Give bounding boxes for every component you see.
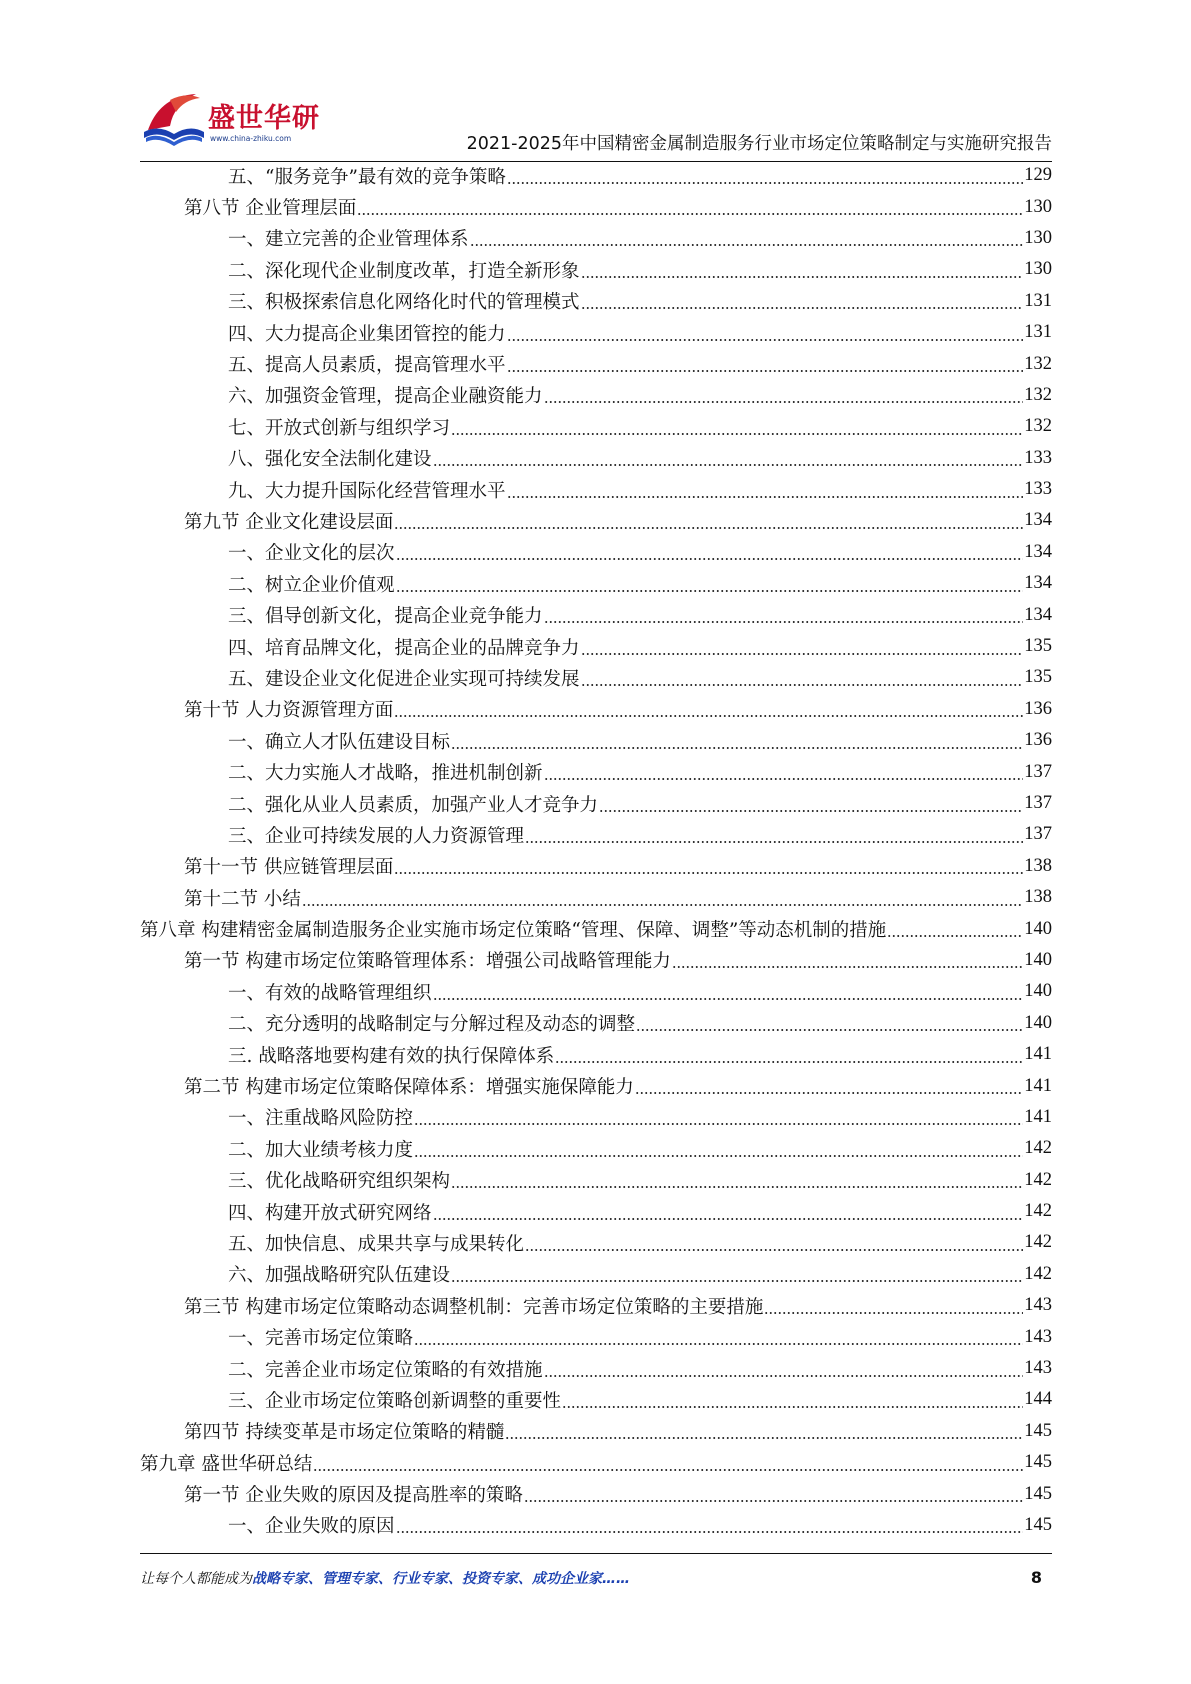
toc-entry[interactable] — [140, 788, 1052, 819]
toc-entry-label: 八、强化安全法制化建设 — [228, 449, 432, 471]
toc-entry[interactable] — [140, 882, 1052, 913]
toc-entry-label: 五、建设企业文化促进企业实现可持续发展 — [228, 668, 580, 690]
toc-leader-dots — [544, 776, 1024, 782]
toc-entry[interactable] — [140, 662, 1052, 693]
toc-leader-dots — [414, 1121, 1023, 1127]
toc-entry[interactable] — [140, 976, 1052, 1007]
toc-entry[interactable] — [140, 568, 1052, 599]
toc-leader-dots — [313, 1467, 1023, 1473]
toc-entry-page: 130 — [1024, 227, 1052, 248]
toc-entry-page: 141 — [1024, 1075, 1052, 1096]
toc-entry-page: 145 — [1024, 1483, 1052, 1504]
toc-leader-dots — [396, 556, 1024, 562]
toc-leader-dots — [507, 180, 1023, 186]
toc-entry-page: 142 — [1024, 1232, 1052, 1253]
toc-entry-label: 第四节 持续变革是市场定位策略的精髓 — [184, 1422, 505, 1444]
toc-entry-page: 132 — [1024, 416, 1052, 437]
toc-leader-dots — [764, 1310, 1023, 1316]
toc-leader-dots — [396, 588, 1024, 594]
toc-leader-dots — [581, 274, 1024, 280]
toc-leader-dots — [636, 1027, 1023, 1033]
toc-leader-dots — [451, 1278, 1023, 1284]
toc-entry-label: 一、企业失败的原因 — [228, 1516, 395, 1538]
toc-entry[interactable] — [140, 1008, 1052, 1039]
toc-entry-label: 第十二节 小结 — [184, 888, 301, 910]
toc-entry[interactable] — [140, 317, 1052, 348]
toc-leader-dots — [581, 682, 1024, 688]
toc-entry-page: 131 — [1024, 322, 1052, 343]
toc-leader-dots — [414, 1153, 1023, 1159]
toc-entry-page: 143 — [1024, 1358, 1052, 1379]
toc-entry-label: 第九节 企业文化建设层面 — [184, 511, 394, 533]
toc-entry-page: 131 — [1024, 290, 1052, 311]
toc-entry-label: 第三节 构建市场定位策略动态调整机制：完善市场定位策略的主要措施 — [184, 1296, 764, 1318]
footer-slogan-prefix: 让每个人都能成为 — [140, 1571, 252, 1587]
footer-slogan-highlight: 战略专家、管理专家、行业专家、投资专家、成功企业家…… — [252, 1571, 630, 1587]
toc-entry-page: 142 — [1024, 1201, 1052, 1222]
toc-entry-label: 一、完善市场定位策略 — [228, 1328, 414, 1350]
toc-leader-dots — [470, 242, 1024, 248]
toc-entry[interactable] — [140, 631, 1052, 662]
toc-entry[interactable] — [140, 1510, 1052, 1541]
toc-entry[interactable] — [140, 913, 1052, 944]
toc-leader-dots — [581, 651, 1024, 657]
toc-entry-page: 130 — [1024, 259, 1052, 280]
table-of-contents — [140, 160, 1052, 1541]
toc-entry-page: 140 — [1024, 949, 1052, 970]
toc-entry-page: 136 — [1024, 698, 1052, 719]
toc-entry-page: 134 — [1024, 604, 1052, 625]
toc-entry[interactable] — [140, 411, 1052, 442]
toc-entry-label: 一、建立完善的企业管理体系 — [228, 229, 469, 251]
toc-entry-page: 142 — [1024, 1169, 1052, 1190]
toc-entry-label: 第九章 盛世华研总结 — [140, 1453, 313, 1475]
toc-entry-label: 三. 战略落地要构建有效的执行保障体系 — [228, 1045, 555, 1067]
toc-leader-dots — [544, 399, 1024, 405]
toc-entry-page: 133 — [1024, 447, 1052, 468]
toc-leader-dots — [672, 964, 1023, 970]
toc-entry-page: 129 — [1024, 165, 1052, 186]
toc-leader-dots — [524, 1498, 1023, 1504]
toc-entry-label: 第八章 构建精密金属制造服务企业实施市场定位策略“管理、保障、调整”等动态机制的措施 — [140, 920, 887, 942]
toc-entry-label: 一、企业文化的层次 — [228, 543, 395, 565]
toc-entry-label: 六、加强资金管理，提高企业融资能力 — [228, 386, 543, 408]
toc-entry[interactable] — [140, 1353, 1052, 1384]
toc-entry[interactable] — [140, 1321, 1052, 1352]
toc-leader-dots — [562, 1404, 1023, 1410]
toc-entry-label: 一、有效的战略管理组织 — [228, 982, 432, 1004]
toc-entry-page: 141 — [1024, 1106, 1052, 1127]
toc-entry-page: 145 — [1024, 1420, 1052, 1441]
toc-leader-dots — [451, 745, 1023, 751]
toc-entry-page: 135 — [1024, 667, 1052, 688]
toc-entry-page: 141 — [1024, 1044, 1052, 1065]
toc-leader-dots — [635, 1090, 1023, 1096]
toc-entry-page: 142 — [1024, 1263, 1052, 1284]
toc-entry-label: 三、倡导创新文化，提高企业竞争能力 — [228, 606, 543, 628]
toc-entry-label: 四、培育品牌文化，提高企业的品牌竞争力 — [228, 637, 580, 659]
toc-entry-page: 140 — [1024, 981, 1052, 1002]
toc-entry[interactable] — [140, 537, 1052, 568]
toc-entry-label: 二、完善企业市场定位策略的有效措施 — [228, 1359, 543, 1381]
toc-leader-dots — [555, 1059, 1023, 1065]
toc-leader-dots — [451, 1184, 1023, 1190]
toc-entry-page: 144 — [1024, 1389, 1052, 1410]
page-header — [140, 78, 1052, 158]
toc-entry-label: 二、深化现代企业制度改革，打造全新形象 — [228, 260, 580, 282]
logo-url: www.china-zhiku.com — [210, 134, 292, 143]
toc-entry-page: 130 — [1024, 196, 1052, 217]
toc-entry[interactable] — [140, 1384, 1052, 1415]
toc-entry[interactable] — [140, 286, 1052, 317]
toc-entry-label: 七、开放式创新与组织学习 — [228, 417, 451, 439]
toc-entry[interactable] — [140, 851, 1052, 882]
toc-entry-page: 133 — [1024, 479, 1052, 500]
toc-entry-label: 第一节 构建市场定位策略管理体系：增强公司战略管理能力 — [184, 951, 671, 973]
toc-leader-dots — [525, 1247, 1023, 1253]
toc-entry-label: 三、企业市场定位策略创新调整的重要性 — [228, 1390, 562, 1412]
report-title: 2021-2025年中国精密金属制造服务行业市场定位策略制定与实施研究报告 — [466, 134, 1052, 154]
toc-leader-dots — [433, 996, 1024, 1002]
toc-leader-dots — [414, 1341, 1023, 1347]
page-number: 8 — [1030, 1568, 1042, 1587]
toc-entry[interactable] — [140, 1227, 1052, 1258]
toc-entry[interactable] — [140, 254, 1052, 285]
toc-entry[interactable] — [140, 223, 1052, 254]
toc-leader-dots — [394, 525, 1023, 531]
toc-leader-dots — [507, 368, 1024, 374]
toc-leader-dots — [394, 870, 1023, 876]
toc-entry[interactable] — [140, 694, 1052, 725]
toc-entry[interactable] — [140, 1447, 1052, 1478]
toc-entry-page: 134 — [1024, 510, 1052, 531]
toc-entry[interactable] — [140, 1416, 1052, 1447]
toc-entry-label: 一、注重战略风险防控 — [228, 1108, 414, 1130]
toc-leader-dots — [505, 1435, 1023, 1441]
toc-entry-label: 第一节 企业失败的原因及提高胜率的策略 — [184, 1485, 523, 1507]
toc-entry[interactable] — [140, 599, 1052, 630]
toc-entry[interactable] — [140, 1070, 1052, 1101]
toc-leader-dots — [525, 839, 1023, 845]
toc-leader-dots — [433, 1216, 1024, 1222]
toc-entry-label: 第十节 人力资源管理方面 — [184, 700, 394, 722]
toc-entry[interactable] — [140, 1196, 1052, 1227]
toc-entry-page: 134 — [1024, 573, 1052, 594]
toc-leader-dots — [433, 462, 1024, 468]
toc-leader-dots — [887, 933, 1023, 939]
toc-entry-page: 143 — [1024, 1326, 1052, 1347]
toc-entry[interactable] — [140, 1290, 1052, 1321]
toc-entry[interactable] — [140, 348, 1052, 379]
toc-entry[interactable] — [140, 474, 1052, 505]
toc-entry-label: 第八节 企业管理层面 — [184, 198, 357, 220]
toc-entry-page: 140 — [1024, 1012, 1052, 1033]
toc-entry-label: 三、企业可持续发展的人力资源管理 — [228, 825, 525, 847]
toc-entry-page: 145 — [1024, 1514, 1052, 1535]
toc-entry-page: 137 — [1024, 793, 1052, 813]
toc-entry-page: 137 — [1024, 824, 1052, 845]
toc-entry-label: 二、强化从业人员素质，加强产业人才竞争力 — [228, 794, 599, 816]
toc-entry-label: 二、充分透明的战略制定与分解过程及动态的调整 — [228, 1014, 636, 1036]
toc-entry[interactable] — [140, 1102, 1052, 1133]
toc-entry-page: 134 — [1024, 541, 1052, 562]
toc-leader-dots — [544, 1373, 1024, 1379]
toc-leader-dots — [507, 337, 1024, 343]
toc-entry[interactable] — [140, 819, 1052, 850]
toc-entry-label: 一、确立人才队伍建设目标 — [228, 731, 451, 753]
toc-entry-label: 五、“服务竞争”最有效的竞争策略 — [228, 166, 506, 188]
toc-entry-page: 143 — [1024, 1295, 1052, 1316]
toc-entry-label: 二、大力实施人才战略，推进机制创新 — [228, 763, 543, 785]
toc-entry-label: 五、提高人员素质，提高管理水平 — [228, 355, 506, 377]
toc-entry[interactable] — [140, 1039, 1052, 1070]
toc-entry-page: 132 — [1024, 384, 1052, 405]
footer-divider — [140, 1553, 1052, 1554]
toc-entry[interactable] — [140, 1165, 1052, 1196]
toc-leader-dots — [394, 713, 1023, 719]
toc-entry[interactable] — [140, 1478, 1052, 1509]
toc-leader-dots — [544, 619, 1024, 625]
toc-leader-dots — [357, 211, 1023, 217]
toc-entry-label: 四、构建开放式研究网络 — [228, 1202, 432, 1224]
toc-entry-label: 三、优化战略研究组织架构 — [228, 1171, 451, 1193]
toc-entry[interactable] — [140, 756, 1052, 787]
toc-leader-dots — [507, 494, 1024, 500]
toc-entry-label: 第二节 构建市场定位策略保障体系：增强实施保障能力 — [184, 1077, 634, 1099]
toc-entry[interactable] — [140, 191, 1052, 222]
toc-entry-page: 142 — [1024, 1138, 1052, 1159]
toc-entry-page: 138 — [1024, 887, 1052, 908]
toc-entry-label: 五、加快信息、成果共享与成果转化 — [228, 1233, 525, 1255]
toc-entry-page: 138 — [1024, 855, 1052, 876]
logo-name: 盛世华研 — [208, 103, 320, 134]
toc-entry-page: 140 — [1024, 918, 1052, 939]
page-footer — [140, 1568, 1052, 1598]
toc-entry-page: 145 — [1024, 1452, 1052, 1473]
toc-entry[interactable] — [140, 443, 1052, 474]
book-logo-icon — [140, 86, 210, 150]
toc-entry-page: 135 — [1024, 636, 1052, 657]
toc-entry-label: 三、积极探索信息化网络化时代的管理模式 — [228, 292, 580, 314]
toc-entry[interactable] — [140, 945, 1052, 976]
toc-entry[interactable] — [140, 1259, 1052, 1290]
toc-leader-dots — [599, 808, 1023, 814]
toc-entry-label: 六、加强战略研究队伍建设 — [228, 1265, 451, 1287]
toc-entry[interactable] — [140, 1133, 1052, 1164]
toc-entry-label: 第十一节 供应链管理层面 — [184, 857, 394, 879]
toc-entry[interactable] — [140, 380, 1052, 411]
toc-leader-dots — [396, 1529, 1024, 1535]
toc-entry[interactable] — [140, 160, 1052, 191]
toc-leader-dots — [302, 902, 1023, 908]
toc-entry-page: 136 — [1024, 730, 1052, 751]
toc-entry-label: 二、树立企业价值观 — [228, 574, 395, 596]
toc-leader-dots — [451, 431, 1023, 437]
toc-leader-dots — [581, 305, 1024, 311]
toc-entry-page: 137 — [1024, 761, 1052, 782]
toc-entry[interactable] — [140, 725, 1052, 756]
toc-entry-label: 四、大力提高企业集团管控的能力 — [228, 323, 506, 345]
toc-entry[interactable] — [140, 505, 1052, 536]
toc-entry-label: 二、加大业绩考核力度 — [228, 1139, 414, 1161]
company-logo — [140, 86, 330, 150]
toc-entry-label: 九、大力提升国际化经营管理水平 — [228, 480, 506, 502]
toc-entry-page: 132 — [1024, 353, 1052, 374]
